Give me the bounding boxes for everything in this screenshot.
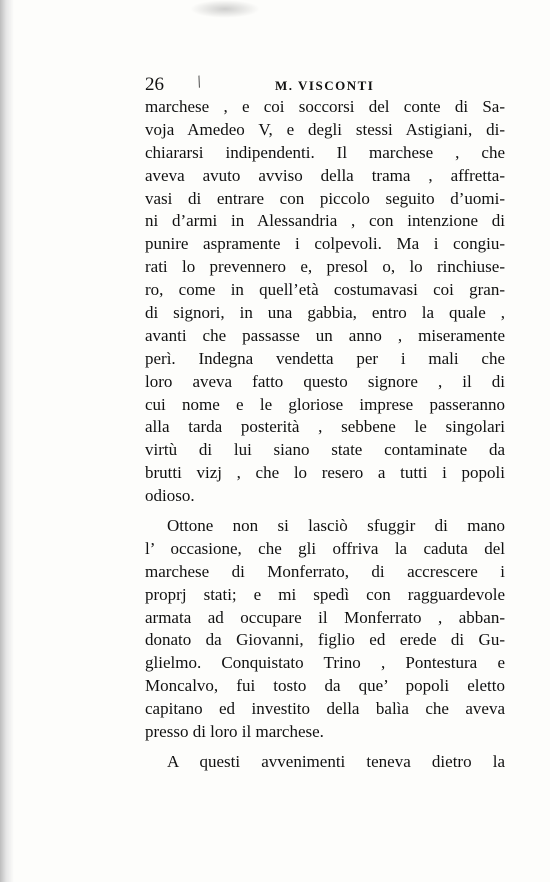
text-line: Ottone non si lasciò sfuggir di mano [167, 516, 505, 536]
running-head [145, 74, 500, 98]
text-line: proprj stati; e mi spedì con ragguardevole [145, 584, 505, 604]
paragraph-3 [145, 751, 505, 774]
text-line: presso di loro il marchese. [145, 722, 324, 742]
text-line: cui nome e le gloriose imprese passeranno [145, 394, 505, 414]
paragraph-gap [145, 744, 505, 751]
text-line: chiararsi indipendenti. Il marchese , che [145, 142, 505, 162]
text-line: aveva avuto avviso della trama , affretta- [145, 165, 505, 185]
text-line: ni d’armi in Alessandria , con intenzione di [145, 211, 505, 231]
running-title: M. VISCONTI [275, 78, 375, 93]
text-line: A questi avvenimenti teneva dietro la [167, 751, 505, 771]
text-line: brutti vizj , che lo resero a tutti i popoli [145, 463, 505, 483]
pen-stroke-mark: / [194, 73, 205, 91]
page-number: 26 [145, 74, 164, 95]
text-line: voja Amedeo V, e degli stessi Astigiani, di- [145, 119, 505, 139]
page-gutter-shadow [0, 0, 14, 882]
text-line: loro aveva fatto questo signore , il di [145, 371, 505, 391]
text-line: vasi di entrare con piccolo seguito d’uomi- [145, 188, 505, 208]
text-line: virtù di lui siano state contaminate da [145, 440, 505, 460]
text-line: ro, come in quell’età costumavasi coi gran- [145, 280, 505, 300]
text-line: donato da Giovanni, figlio ed erede di Gu- [145, 630, 505, 650]
text-line: capitano ed investito della balìa che aveva [145, 699, 505, 719]
text-line: avanti che passasse un anno , miseramente [145, 325, 505, 345]
paragraph-2 [145, 515, 505, 744]
body-text [145, 96, 505, 774]
text-line: armata ad occupare il Monferrato , abban- [145, 607, 505, 627]
paragraph-1 [145, 96, 505, 508]
text-line: marchese , e coi soccorsi del conte di Sa- [145, 97, 505, 116]
text-line: perì. Indegna vendetta per i mali che [145, 348, 505, 368]
text-line: odioso. [145, 486, 195, 506]
text-line: marchese di Monferrato, di accrescere i [145, 561, 505, 581]
text-line: glielmo. Conquistato Trino , Pontestura e [145, 653, 505, 673]
text-line: di signori, in una gabbia, entro la quale , [145, 303, 505, 323]
text-line: punire aspramente i colpevoli. Ma i congiu- [145, 234, 505, 254]
text-line: Moncalvo, fui tosto da que’ popoli eletto [145, 676, 505, 696]
paragraph-gap [145, 508, 505, 515]
text-line: l’ occasione, che gli offriva la caduta del [145, 538, 505, 558]
ink-smudge [190, 0, 260, 18]
text-line: alla tarda posterità , sebbene le singolari [145, 417, 505, 437]
text-line: rati lo prevennero e, presol o, lo rinchiuse- [145, 257, 505, 277]
